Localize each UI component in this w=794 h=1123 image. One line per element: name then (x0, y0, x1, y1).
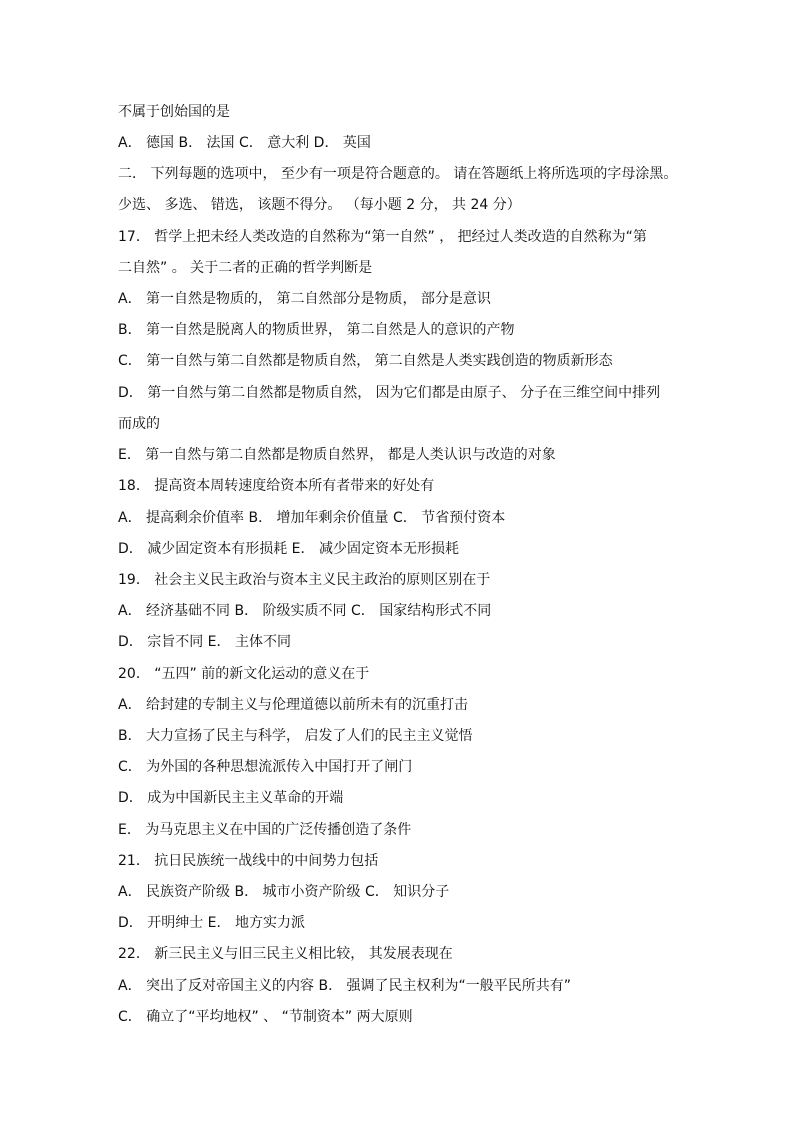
question-17-option-d-cont: 而成的 (118, 416, 160, 432)
text-line-continuation: 不属于创始国的是 (118, 104, 230, 120)
section-instructions: 少选、 多选、 错选， 该题不得分。 （每小题 2 分， 共 24 分） (118, 197, 521, 213)
question-17-option-b: B． 第一自然是脱离人的物质世界， 第二自然是人的意识的产物 (118, 322, 515, 338)
question-20-stem: 20． “五四” 前的新文化运动的意义在于 (118, 666, 370, 682)
question-21-stem: 21． 抗日民族统一战线中的中间势力包括 (118, 853, 379, 869)
question-18-options-abc: A． 提高剩余价值率 B． 增加年剩余价值量 C． 节省预付资本 (118, 510, 506, 526)
question-22-option-c: C． 确立了“平均地权” 、 “节制资本” 两大原则 (118, 1009, 413, 1025)
section-heading: 二． 下列每题的选项中， 至少有一项是符合题意的。 请在答题纸上将所选项的字母涂黑。 (118, 166, 678, 182)
question-17-option-e: E． 第一自然与第二自然都是物质自然界， 都是人类认识与改造的对象 (118, 447, 556, 463)
question-17-stem: 17． 哲学上把未经人类改造的自然称为“第一自然” ， 把经过人类改造的自然称为“第 (118, 229, 647, 245)
question-20-option-a: A． 给封建的专制主义与伦理道德以前所未有的沉重打击 (118, 697, 469, 713)
question-17-option-d: D． 第一自然与第二自然都是物质自然， 因为它们都是由原子、 分子在三维空间中排列 (118, 385, 661, 401)
text-line-options-q16: A． 德国 B． 法国 C． 意大利 D． 英国 (118, 135, 371, 151)
question-17-option-c: C． 第一自然与第二自然都是物质自然， 第二自然是人类实践创造的物质新形态 (118, 353, 613, 369)
question-21-options-de: D． 开明绅士 E． 地方实力派 (118, 915, 305, 931)
question-20-option-c: C． 为外国的各种思想流派传入中国打开了闸门 (118, 759, 413, 775)
question-20-option-d: D． 成为中国新民主主义革命的开端 (118, 790, 344, 806)
question-22-stem: 22． 新三民主义与旧三民主义相比较， 其发展表现在 (118, 946, 453, 962)
question-18-options-de: D． 减少固定资本有形损耗 E． 减少固定资本无形损耗 (118, 541, 459, 557)
question-21-options-abc: A． 民族资产阶级 B． 城市小资产阶级 C． 知识分子 (118, 884, 450, 900)
question-17-stem-cont: 二自然” 。 关于二者的正确的哲学判断是 (118, 260, 373, 276)
question-19-options-abc: A． 经济基础不同 B． 阶级实质不同 C． 国家结构形式不同 (118, 603, 492, 619)
question-20-option-b: B． 大力宣扬了民主与科学， 启发了人们的民主主义觉悟 (118, 728, 473, 744)
question-19-stem: 19． 社会主义民主政治与资本主义民主政治的原则区别在于 (118, 572, 491, 588)
question-17-option-a: A． 第一自然是物质的， 第二自然部分是物质， 部分是意识 (118, 291, 491, 307)
question-20-option-e: E． 为马克思主义在中国的广泛传播创造了条件 (118, 822, 412, 838)
question-22-options-ab: A． 突出了反对帝国主义的内容 B． 强调了民主权利为“一般平民所共有” (118, 978, 572, 994)
question-19-options-de: D． 宗旨不同 E． 主体不同 (118, 634, 291, 650)
question-18-stem: 18． 提高资本周转速度给资本所有者带来的好处有 (118, 478, 435, 494)
